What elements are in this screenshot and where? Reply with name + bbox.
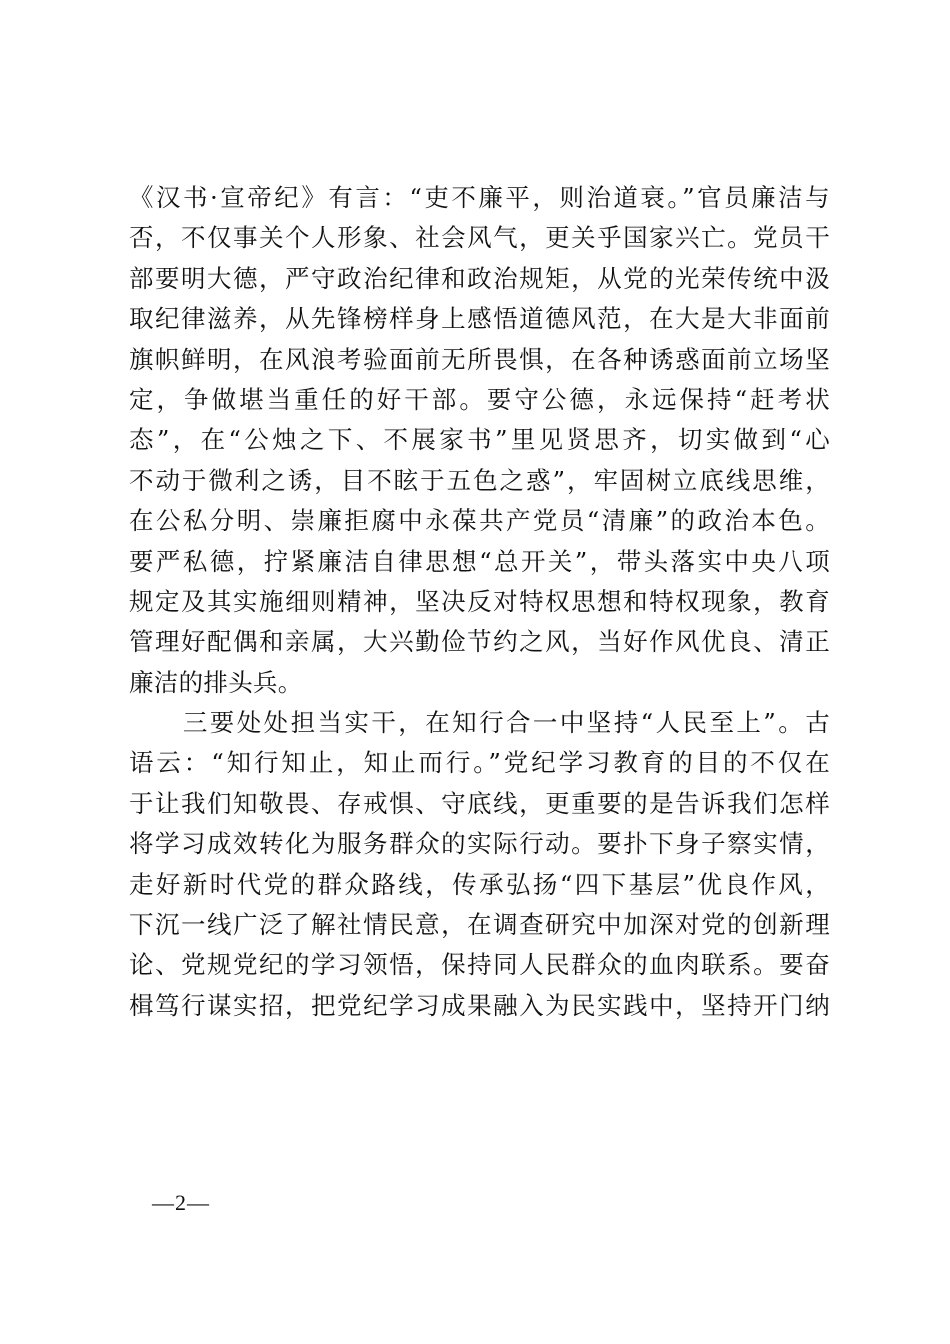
text-line: 管理好配偶和亲属，大兴勤俭节约之风，当好作风优良、清正 [129, 627, 830, 657]
text-line: 取纪律滋养，从先锋榜样身上感悟道德风范，在大是大非面前 [129, 304, 830, 334]
text-line: 部要明大德，严守政治纪律和政治规矩，从党的光荣传统中汲 [129, 263, 830, 293]
text-line: 否，不仅事关个人形象、社会风气，更关乎国家兴亡。党员干 [129, 223, 830, 253]
text-line: 楫笃行谋实招，把党纪学习成果融入为民实践中，坚持开门纳 [129, 990, 830, 1020]
text-line: 定，争做堪当重任的好干部。要守公德，永远保持“赶考状 [129, 384, 830, 414]
text-line: 旗帜鲜明，在风浪考验面前无所畏惧，在各种诱惑面前立场坚 [129, 344, 830, 374]
text-line: 规定及其实施细则精神，坚决反对特权思想和特权现象，教育 [129, 586, 830, 616]
text-line: 将学习成效转化为服务群众的实际行动。要扑下身子察实情， [129, 829, 830, 859]
page-number: —2— [152, 1190, 210, 1215]
text-line: 走好新时代党的群众路线，传承弘扬“四下基层”优良作风， [129, 869, 830, 899]
text-line: 要严私德，拧紧廉洁自律思想“总开关”，带头落实中央八项 [129, 546, 830, 576]
text-line: 论、党规党纪的学习领悟，保持同人民群众的血肉联系。要奋 [129, 950, 830, 980]
text-line: 《汉书·宣帝纪》有言：“吏不廉平，则治道衰。”官员廉洁与 [129, 183, 830, 212]
body-text [129, 178, 830, 1026]
text-line: 于让我们知敬畏、存戒惧、守底线，更重要的是告诉我们怎样 [129, 788, 830, 818]
text-line: 不动于微利之诱，目不眩于五色之惑”，牢固树立底线思维， [129, 465, 830, 495]
text-line: 在公私分明、崇廉拒腐中永葆共产党员“清廉”的政治本色。 [129, 506, 830, 536]
text-line: 三要处处担当实干，在知行合一中坚持“人民至上”。古 [129, 708, 830, 738]
text-line: 语云：“知行知止，知止而行。”党纪学习教育的目的不仅在 [129, 748, 830, 778]
text-line: 下沉一线广泛了解社情民意，在调查研究中加深对党的创新理 [129, 910, 830, 940]
text-line: 态”，在“公烛之下、不展家书”里见贤思齐，切实做到“心 [129, 425, 830, 455]
text-line: 廉洁的排头兵。 [129, 667, 303, 697]
